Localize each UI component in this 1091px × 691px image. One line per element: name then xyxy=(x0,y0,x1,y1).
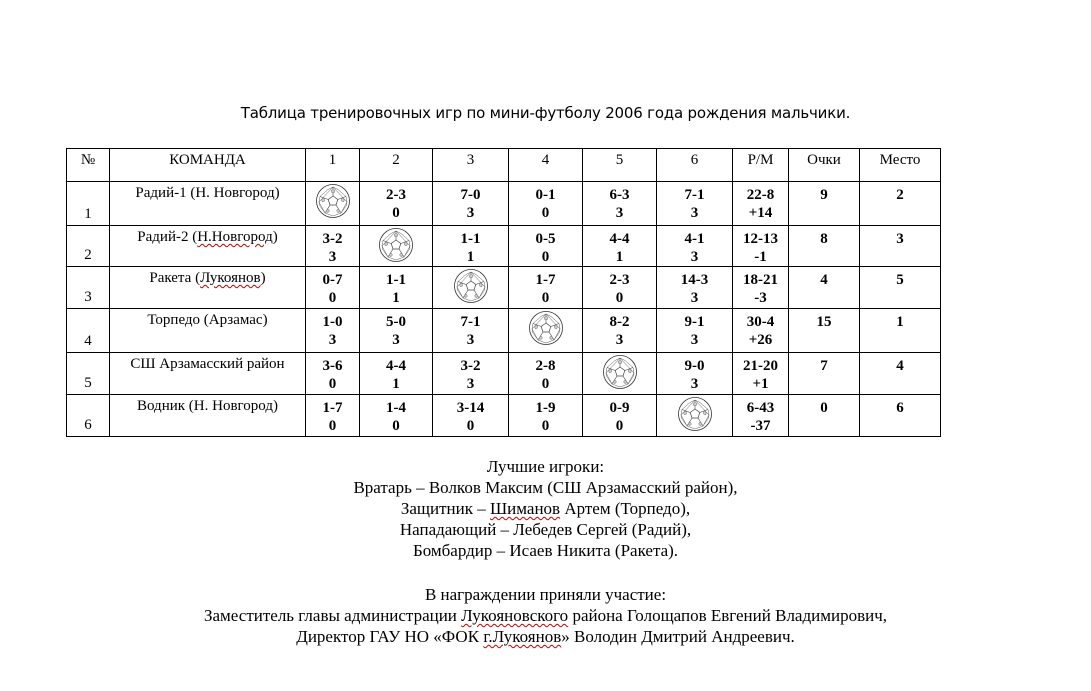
match-cell xyxy=(306,226,360,267)
match-points: 3 xyxy=(328,332,337,348)
match-score: 9-1 xyxy=(684,314,705,330)
match-cell xyxy=(657,267,733,309)
match-points: 3 xyxy=(690,249,699,265)
table-row xyxy=(67,226,941,267)
match-points: 1 xyxy=(392,290,400,306)
match-points: 3 xyxy=(690,290,699,306)
award-line-1-start: Заместитель главы администрации xyxy=(203,606,462,625)
goal-difference: +26 xyxy=(748,332,773,348)
match-points: 0 xyxy=(541,376,550,392)
team-name: Торпедо (Арзамас) xyxy=(110,309,306,353)
match-score: 7-1 xyxy=(684,187,705,203)
match-score: 7-1 xyxy=(460,314,481,330)
match-score: 2-8 xyxy=(535,358,556,374)
place-cell: 1 xyxy=(860,309,941,353)
goals-cell xyxy=(733,267,789,309)
header-col-6: 6 xyxy=(657,149,733,182)
match-score: 1-1 xyxy=(460,231,481,247)
award-line-1-end: района Голощапов Евгений Владимирович, xyxy=(568,606,887,625)
row-number: 6 xyxy=(67,395,110,437)
place-cell: 3 xyxy=(860,226,941,267)
soccer-ball-icon xyxy=(315,183,351,219)
goals-scored-conceded: 6-43 xyxy=(746,400,775,416)
award-line-2-marked: г.Лукоянов xyxy=(483,627,562,646)
diagonal-cell xyxy=(657,395,733,437)
best-scorer: Бомбардир – Исаев Никита (Ракета). xyxy=(412,541,679,560)
header-col-3: 3 xyxy=(433,149,509,182)
match-score: 6-3 xyxy=(609,187,630,203)
best-defender xyxy=(0,498,1091,519)
goals-cell xyxy=(733,309,789,353)
points-cell: 15 xyxy=(789,309,860,353)
team-name: Ракета (Лукоянов) xyxy=(110,267,306,309)
goal-difference: -1 xyxy=(754,249,767,265)
spellcheck-marked-word: Лукоянов xyxy=(200,270,261,286)
place-cell: 4 xyxy=(860,353,941,395)
row-number: 3 xyxy=(67,267,110,309)
match-cell xyxy=(433,395,509,437)
row-number: 1 xyxy=(67,182,110,226)
match-cell xyxy=(433,226,509,267)
soccer-ball-icon xyxy=(528,310,564,346)
soccer-ball-icon xyxy=(677,396,713,432)
place-cell: 6 xyxy=(860,395,941,437)
award-line-1 xyxy=(0,605,1091,626)
match-score: 3-2 xyxy=(460,358,481,374)
match-cell xyxy=(657,309,733,353)
match-score: 2-3 xyxy=(609,272,630,288)
match-score: 1-7 xyxy=(322,400,343,416)
goal-difference: +1 xyxy=(752,376,769,392)
match-points: 3 xyxy=(615,205,624,221)
match-points: 3 xyxy=(466,376,475,392)
match-cell xyxy=(306,395,360,437)
match-cell xyxy=(583,309,657,353)
soccer-ball-icon xyxy=(378,227,414,263)
match-score: 4-4 xyxy=(386,358,406,374)
match-score: 0-1 xyxy=(535,187,556,203)
match-cell xyxy=(657,226,733,267)
match-score: 4-1 xyxy=(684,231,705,247)
match-cell xyxy=(433,309,509,353)
match-points: 0 xyxy=(615,418,624,434)
match-score: 8-2 xyxy=(609,314,630,330)
match-cell xyxy=(583,226,657,267)
match-points: 1 xyxy=(392,376,400,392)
match-points: 0 xyxy=(328,376,337,392)
best-defender-surname: Шиманов xyxy=(490,499,561,518)
diagonal-cell xyxy=(306,182,360,226)
best-players-heading: Лучшие игроки: xyxy=(486,457,605,476)
award-line-2-end: » Володин Дмитрий Андреевич. xyxy=(561,627,795,646)
match-score: 7-0 xyxy=(460,187,481,203)
table-row xyxy=(67,309,941,353)
match-score: 3-14 xyxy=(456,400,485,416)
match-cell xyxy=(509,395,583,437)
goal-difference: +14 xyxy=(748,205,773,221)
match-cell xyxy=(360,267,433,309)
match-score: 1-7 xyxy=(535,272,556,288)
goals-cell xyxy=(733,226,789,267)
match-score: 4-4 xyxy=(609,231,630,247)
diagonal-cell xyxy=(433,267,509,309)
match-points: 3 xyxy=(690,376,699,392)
diagonal-cell xyxy=(360,226,433,267)
table-row xyxy=(67,267,941,309)
match-score: 5-0 xyxy=(386,314,406,330)
row-number: 5 xyxy=(67,353,110,395)
goals-scored-conceded: 21-20 xyxy=(743,358,778,374)
match-score: 3-6 xyxy=(322,358,343,374)
header-number: № xyxy=(67,149,110,182)
best-goalkeeper: Вратарь – Волков Максим (СШ Арзамасский район), xyxy=(353,478,738,497)
match-score: 1-4 xyxy=(386,400,406,416)
match-points: 3 xyxy=(690,332,699,348)
points-cell: 9 xyxy=(789,182,860,226)
match-cell xyxy=(509,226,583,267)
table-row xyxy=(67,353,941,395)
header-col-2: 2 xyxy=(360,149,433,182)
team-name: СШ Арзамасский район xyxy=(110,353,306,395)
match-points: 0 xyxy=(328,290,337,306)
match-points: 0 xyxy=(541,249,550,265)
points-cell: 8 xyxy=(789,226,860,267)
spellcheck-marked-word: Н.Новгород xyxy=(197,229,273,245)
match-points: 0 xyxy=(541,290,550,306)
points-cell: 4 xyxy=(789,267,860,309)
best-defender-role: Защитник – xyxy=(400,499,491,518)
match-points: 0 xyxy=(541,205,550,221)
award-participants xyxy=(0,584,1091,647)
match-cell xyxy=(360,353,433,395)
match-cell xyxy=(509,353,583,395)
results-table xyxy=(66,148,941,437)
table-row xyxy=(67,395,941,437)
match-points: 0 xyxy=(392,205,400,221)
match-cell xyxy=(657,353,733,395)
points-cell: 0 xyxy=(789,395,860,437)
match-score: 0-5 xyxy=(535,231,556,247)
match-points: 0 xyxy=(392,418,400,434)
match-score: 1-1 xyxy=(386,272,406,288)
team-name: Водник (Н. Новгород) xyxy=(110,395,306,437)
match-points: 3 xyxy=(466,332,475,348)
match-points: 3 xyxy=(690,205,699,221)
match-cell xyxy=(433,353,509,395)
match-cell xyxy=(306,353,360,395)
match-score: 14-3 xyxy=(680,272,709,288)
match-points: 3 xyxy=(615,332,624,348)
match-score: 9-0 xyxy=(684,358,705,374)
award-line-2 xyxy=(0,626,1091,647)
team-name: Радий-2 (Н.Новгород) xyxy=(110,226,306,267)
match-points: 0 xyxy=(328,418,337,434)
match-points: 1 xyxy=(615,249,624,265)
best-defender-rest: Артем (Торпедо), xyxy=(560,499,691,518)
best-players xyxy=(0,456,1091,561)
match-points: 3 xyxy=(392,332,400,348)
points-cell: 7 xyxy=(789,353,860,395)
match-score: 0-7 xyxy=(322,272,343,288)
goals-scored-conceded: 12-13 xyxy=(743,231,778,247)
award-line-1-marked: Лукояновского xyxy=(461,606,569,625)
header-col-4: 4 xyxy=(509,149,583,182)
match-cell xyxy=(360,182,433,226)
match-cell xyxy=(433,182,509,226)
match-cell xyxy=(306,267,360,309)
award-heading: В награждении приняли участие: xyxy=(424,585,667,604)
page-title: Таблица тренировочных игр по мини-футболу 2006 года рождения мальчики. xyxy=(240,104,851,122)
header-row xyxy=(67,149,941,182)
match-score: 2-3 xyxy=(386,187,406,203)
place-cell: 5 xyxy=(860,267,941,309)
match-cell xyxy=(306,309,360,353)
goals-scored-conceded: 18-21 xyxy=(743,272,778,288)
match-score: 1-0 xyxy=(322,314,343,330)
best-forward: Нападающий – Лебедев Сергей (Радий), xyxy=(399,520,692,539)
goals-cell xyxy=(733,182,789,226)
diagonal-cell xyxy=(583,353,657,395)
header-points: Очки xyxy=(789,149,860,182)
match-score: 3-2 xyxy=(322,231,343,247)
goals-scored-conceded: 30-4 xyxy=(746,314,775,330)
match-cell xyxy=(360,309,433,353)
header-col-1: 1 xyxy=(306,149,360,182)
match-cell xyxy=(657,182,733,226)
match-points: 0 xyxy=(541,418,550,434)
match-score: 0-9 xyxy=(609,400,630,416)
award-line-2-start: Директор ГАУ НО «ФОК xyxy=(296,627,484,646)
match-points: 0 xyxy=(615,290,624,306)
goals-cell xyxy=(733,395,789,437)
header-col-5: 5 xyxy=(583,149,657,182)
header-goals: Р/М xyxy=(733,149,789,182)
goal-difference: -37 xyxy=(750,418,771,434)
row-number: 2 xyxy=(67,226,110,267)
table-row xyxy=(67,182,941,226)
soccer-ball-icon xyxy=(602,354,638,390)
row-number: 4 xyxy=(67,309,110,353)
goal-difference: -3 xyxy=(754,290,767,306)
header-place: Место xyxy=(860,149,941,182)
team-name: Радий-1 (Н. Новгород) xyxy=(110,182,306,226)
match-points: 3 xyxy=(466,205,475,221)
diagonal-cell xyxy=(509,309,583,353)
header-team: КОМАНДА xyxy=(110,149,306,182)
match-cell xyxy=(583,182,657,226)
match-cell xyxy=(583,267,657,309)
place-cell: 2 xyxy=(860,182,941,226)
goals-cell xyxy=(733,353,789,395)
match-cell xyxy=(509,267,583,309)
soccer-ball-icon xyxy=(453,268,489,304)
match-points: 0 xyxy=(466,418,475,434)
match-cell xyxy=(509,182,583,226)
match-points: 1 xyxy=(466,249,475,265)
match-points: 3 xyxy=(328,249,337,265)
match-score: 1-9 xyxy=(535,400,556,416)
match-cell xyxy=(360,395,433,437)
match-cell xyxy=(583,395,657,437)
goals-scored-conceded: 22-8 xyxy=(746,187,775,203)
